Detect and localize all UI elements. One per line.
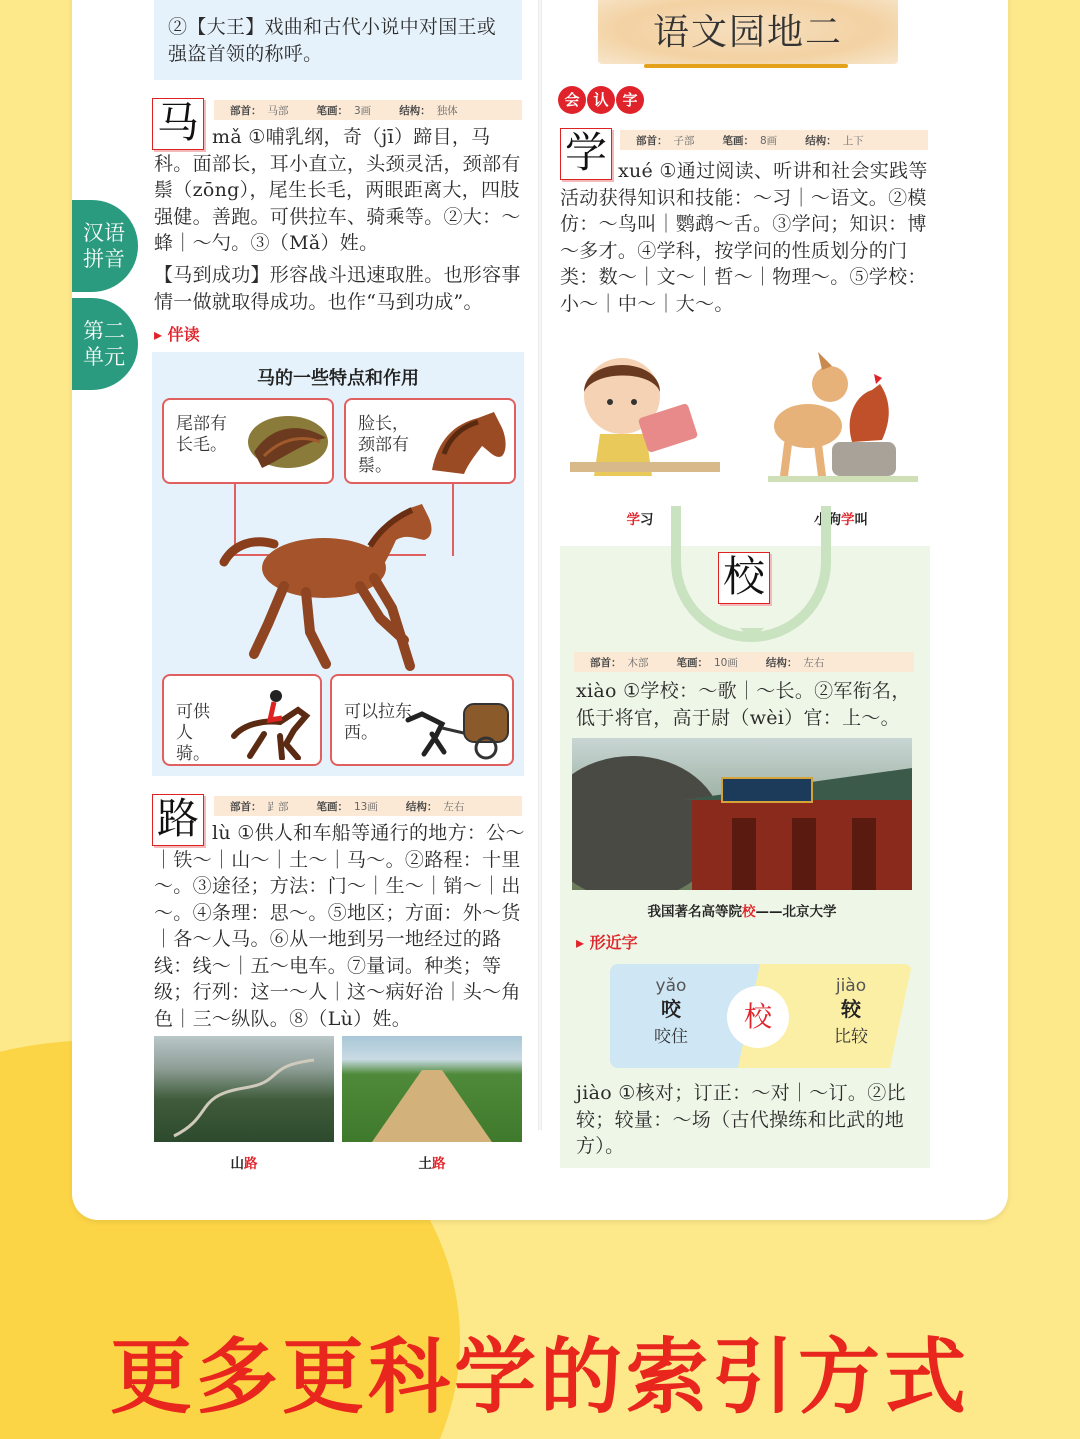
top-note-text: ②【大王】戏曲和古代小说中对国王或强盗首领的称呼。 [168,16,497,65]
feature-ride: 可供人骑。 [162,674,322,766]
feature-pull: 可以拉东西。 [330,674,514,766]
peking-university-photo [572,738,912,890]
caption-dog-imitates: 小狗学叫 [814,512,868,528]
promo-headline: 更多更科学的索引方式 [109,1330,970,1425]
definition-lu: lù ①供人和车船等通行的地方：公～｜铁～｜山～｜土～｜马～。②路程：十里～。③途径；方法：门～｜生～｜销～｜出～。④条理：思～。⑤地区；方面：外～货｜各～人马。⑥从一地到另一地经过的路线：线～｜五～电车。⑦量词。种类；等级；行列：这一～人｜这～病好治｜头～角色｜三～纵队。⑧（Lù）姓。 [154,822,525,1030]
similar-right: jiào 较 比较 [834,976,868,1047]
cart-icon [402,694,512,760]
page-fold [538,0,542,1130]
similar-left: yǎo 咬 咬住 [654,976,688,1047]
definition-jiao: jiào ①核对；订正：～对｜～订。②比较；较量：～场（古代操练和比武的地方）。 [576,1082,906,1157]
top-note [154,0,522,80]
meta-bar-ma: 部首： 马部 笔画： 3画 结构： 独体 [214,100,522,120]
girl-reading-image [560,336,720,496]
recognize-badges: 会 认 字 [558,86,644,114]
horse-panel-title: 马的一些特点和作用 [257,368,419,389]
definition-xue: xué ①通过阅读、听讲和社会实践等活动获得知识和技能：～习｜～语文。②模仿：～鸟叫｜鹦鹉～舌。③学问；知识：博～多才。④学科，按学问的性质划分的门类：数～｜文～｜哲～｜物理～。⑤学校：小～｜中～｜大～。 [560,160,928,315]
meta-bar-lu: 部首： 𧾷部 笔画： 13画 结构： 左右 [214,796,522,816]
tab-pinyin-label: 汉语拼音 [83,221,125,271]
char-ma: 马 [152,98,204,150]
title-underline [644,64,848,68]
caption-mountain-road: 山路 [230,1156,258,1172]
rider-icon [224,684,318,760]
feature-tail: 尾部有长毛。 [162,398,334,484]
dog-rooster-image [748,344,928,494]
definition-ma: mǎ ①哺乳纲，奇（jī）蹄目，马科。面部长，耳小直立，头颈灵活，颈部有鬃（zōng），尾生长毛，两眼距离大，四肢强健。善跑。可供拉车、骑乘等。②大：～蜂｜～勺。③（Mǎ）姓。 [154,126,521,254]
horse-head-image [424,410,512,476]
reading-label: ▸ 伴读 [154,322,200,345]
horse-tail-image [244,412,328,472]
definition-xiao: xiào ①学校：～歌｜～长。②军衔名，低于将官，高于尉（wèi）官：上～。 [576,680,911,729]
similar-center-char: 校 [727,986,789,1048]
meta-bar-xiao: 部首： 木部 笔画： 10画 结构： 左右 [574,652,914,672]
tab-unit-two-label: 第二单元 [83,319,125,369]
char-lu: 路 [152,794,204,846]
mountain-road-photo [154,1036,334,1142]
caption-dirt-road: 土路 [418,1156,446,1172]
horse-image [214,494,444,672]
section-title-banner [598,0,898,64]
dirt-road-photo [342,1036,522,1142]
section-title: 语文园地二 [652,12,843,53]
idiom-ma: 【马到成功】形容战斗迅速取胜。也形容事情一做就取得成功。也作“马到功成”。 [154,264,521,313]
caption-study: 学习 [626,512,654,528]
feature-face: 脸长，颈部有鬃。 [344,398,516,484]
char-xiao: 校 [718,552,770,604]
meta-bar-xue: 部首： 子部 笔画： 8画 结构： 上下 [620,130,928,150]
caption-peking-university: 我国著名高等院校——北京大学 [647,904,837,920]
similar-chars-label: ▸ 形近字 [576,930,638,953]
char-xue: 学 [560,128,612,180]
